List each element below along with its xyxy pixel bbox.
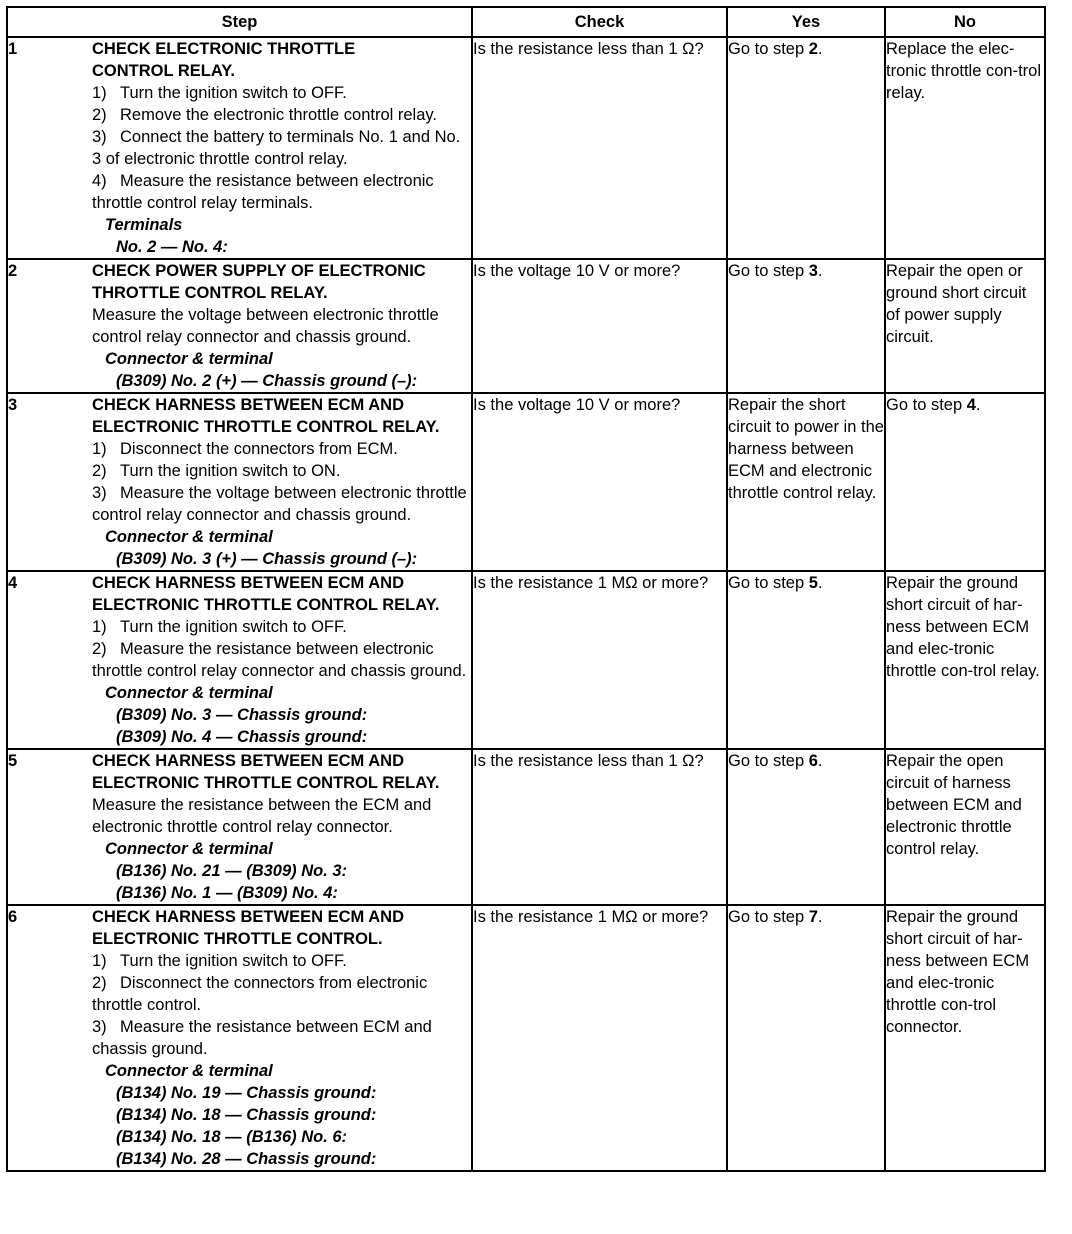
instruction-number: 1) xyxy=(92,440,107,458)
yes-prefix: Go to step xyxy=(728,262,809,280)
instruction-text: Turn the ignition switch to OFF. xyxy=(120,84,347,102)
instruction-text: Measure the resistance between ECM and chassis ground. xyxy=(92,1018,432,1058)
spec-heading: Connector & terminal xyxy=(105,350,273,368)
yes-text xyxy=(728,750,884,772)
spec-item: (B134) No. 28 — Chassis ground: xyxy=(116,1150,377,1168)
step-title: ELECTRONIC THROTTLE CONTROL. xyxy=(92,930,383,948)
yes-text xyxy=(728,38,884,60)
instruction-text: Measure the resistance between electronic throttle control relay terminals. xyxy=(92,172,434,212)
step-body: Measure the resistance between the ECM and electronic throttle control relay connector. xyxy=(92,796,432,836)
instruction-number: 1) xyxy=(92,618,107,636)
table-row xyxy=(7,571,1045,749)
step-number: 5 xyxy=(7,749,92,905)
yes-cell xyxy=(727,37,885,259)
table-row xyxy=(7,393,1045,571)
yes-text: Repair the short circuit to power in the harness between ECM and electronic throttle control relay. xyxy=(728,396,884,502)
step-title: ELECTRONIC THROTTLE CONTROL RELAY. xyxy=(92,418,440,436)
yes-cell xyxy=(727,393,885,571)
yes-step-ref: 6 xyxy=(808,752,818,770)
step-cell xyxy=(92,905,472,1171)
header-step: Step xyxy=(7,7,472,37)
instruction-text: Remove the electronic throttle control relay. xyxy=(120,106,438,124)
no-cell xyxy=(885,37,1045,259)
instruction xyxy=(92,482,471,526)
step-title: CHECK HARNESS BETWEEN ECM AND xyxy=(92,752,404,770)
step-number: 6 xyxy=(7,905,92,1171)
instruction-text: Turn the ignition switch to OFF. xyxy=(120,952,347,970)
yes-step-ref: 2 xyxy=(808,40,818,58)
instruction xyxy=(92,638,471,682)
instruction-number: 2) xyxy=(92,974,107,992)
no-cell xyxy=(885,259,1045,393)
no-text: Replace the elec-tronic throttle con-trol relay. xyxy=(886,40,1041,102)
diagnostic-table xyxy=(6,6,1046,1172)
step-number: 3 xyxy=(7,393,92,571)
yes-prefix: Go to step xyxy=(728,574,809,592)
check-cell: Is the resistance 1 MΩ or more? xyxy=(472,571,727,749)
spec-item: (B309) No. 4 — Chassis ground: xyxy=(116,728,368,746)
no-prefix: Go to step xyxy=(886,396,967,414)
check-cell: Is the resistance 1 MΩ or more? xyxy=(472,905,727,1171)
instruction xyxy=(92,126,471,170)
instruction xyxy=(92,170,471,214)
spec-item: (B134) No. 19 — Chassis ground: xyxy=(116,1084,377,1102)
step-title: ELECTRONIC THROTTLE CONTROL RELAY. xyxy=(92,774,440,792)
spec-item: (B309) No. 3 (+) — Chassis ground (–): xyxy=(116,550,418,568)
table-row xyxy=(7,749,1045,905)
yes-prefix: Go to step xyxy=(728,908,809,926)
instruction xyxy=(92,1016,471,1060)
table-row xyxy=(7,905,1045,1171)
no-cell xyxy=(885,571,1045,749)
step-title: CHECK POWER SUPPLY OF ELECTRONIC xyxy=(92,262,426,280)
instruction xyxy=(92,438,471,460)
spec-item: (B136) No. 21 — (B309) No. 3: xyxy=(116,862,348,880)
step-cell xyxy=(92,37,472,259)
no-text xyxy=(886,394,1044,416)
yes-cell xyxy=(727,571,885,749)
yes-cell xyxy=(727,749,885,905)
spec-item: (B134) No. 18 — (B136) No. 6: xyxy=(116,1128,348,1146)
instruction xyxy=(92,82,471,104)
check-cell: Is the resistance less than 1 Ω? xyxy=(472,37,727,259)
yes-step-ref: 3 xyxy=(808,262,818,280)
instruction-number: 1) xyxy=(92,952,107,970)
yes-text xyxy=(728,572,884,594)
yes-step-ref: 5 xyxy=(808,574,818,592)
step-cell xyxy=(92,749,472,905)
instruction xyxy=(92,616,471,638)
step-title: CONTROL RELAY. xyxy=(92,62,236,80)
no-suffix: . xyxy=(975,396,981,414)
spec-heading: Connector & terminal xyxy=(105,528,273,546)
yes-text xyxy=(728,906,884,928)
check-cell: Is the voltage 10 V or more? xyxy=(472,259,727,393)
spec-heading: Terminals xyxy=(105,216,183,234)
step-title: CHECK HARNESS BETWEEN ECM AND xyxy=(92,908,404,926)
instruction-text: Measure the resistance between electronic throttle control relay connector and chassis ground. xyxy=(92,640,467,680)
no-cell xyxy=(885,749,1045,905)
step-title: CHECK ELECTRONIC THROTTLE xyxy=(92,40,356,58)
step-title: CHECK HARNESS BETWEEN ECM AND xyxy=(92,574,404,592)
header-row xyxy=(7,7,1045,37)
header-no: No xyxy=(885,7,1045,37)
yes-suffix: . xyxy=(817,40,823,58)
spec-item: (B309) No. 3 — Chassis ground: xyxy=(116,706,368,724)
instruction xyxy=(92,104,471,126)
instruction xyxy=(92,460,471,482)
step-title: ELECTRONIC THROTTLE CONTROL RELAY. xyxy=(92,596,440,614)
step-number: 4 xyxy=(7,571,92,749)
step-cell xyxy=(92,259,472,393)
instruction xyxy=(92,950,471,972)
spec-item: (B134) No. 18 — Chassis ground: xyxy=(116,1106,377,1124)
instruction-text: Measure the voltage between electronic throttle control relay connector and chassis ground. xyxy=(92,484,467,524)
no-text: Repair the open or ground short circuit of power supply circuit. xyxy=(886,262,1027,346)
instruction-number: 4) xyxy=(92,172,107,190)
table-body xyxy=(7,37,1045,1171)
instruction-number: 2) xyxy=(92,640,107,658)
instruction-text: Disconnect the connectors from ECM. xyxy=(120,440,398,458)
yes-prefix: Go to step xyxy=(728,752,809,770)
spec-item: (B136) No. 1 — (B309) No. 4: xyxy=(116,884,338,902)
no-cell xyxy=(885,905,1045,1171)
no-text: Repair the ground short circuit of har-ness between ECM and elec-tronic throttle con-trol connector. xyxy=(886,908,1030,1036)
table-row xyxy=(7,259,1045,393)
step-cell xyxy=(92,571,472,749)
no-text: Repair the ground short circuit of har-ness between ECM and elec-tronic throttle con-trol relay. xyxy=(886,574,1040,680)
instruction-text: Connect the battery to terminals No. 1 and No. 3 of electronic throttle control relay. xyxy=(92,128,461,168)
header-check: Check xyxy=(472,7,727,37)
step-body: Measure the voltage between electronic throttle control relay connector and chassis ground. xyxy=(92,306,439,346)
yes-prefix: Go to step xyxy=(728,40,809,58)
instruction-text: Disconnect the connectors from electronic throttle control. xyxy=(92,974,428,1014)
yes-suffix: . xyxy=(817,574,823,592)
instruction-number: 3) xyxy=(92,484,107,502)
instruction-number: 3) xyxy=(92,1018,107,1036)
instruction-number: 2) xyxy=(92,462,107,480)
yes-cell xyxy=(727,905,885,1171)
header-yes: Yes xyxy=(727,7,885,37)
no-step-ref: 4 xyxy=(966,396,976,414)
instruction-text: Turn the ignition switch to OFF. xyxy=(120,618,347,636)
no-cell xyxy=(885,393,1045,571)
spec-heading: Connector & terminal xyxy=(105,684,273,702)
spec-item: No. 2 — No. 4: xyxy=(116,238,228,256)
yes-suffix: . xyxy=(817,752,823,770)
step-title: CHECK HARNESS BETWEEN ECM AND xyxy=(92,396,404,414)
no-text: Repair the open circuit of harness between ECM and electronic throttle control relay. xyxy=(886,752,1022,858)
instruction-number: 3) xyxy=(92,128,107,146)
instruction-number: 1) xyxy=(92,84,107,102)
instruction-number: 2) xyxy=(92,106,107,124)
step-number: 2 xyxy=(7,259,92,393)
table-row xyxy=(7,37,1045,259)
spec-heading: Connector & terminal xyxy=(105,840,273,858)
check-cell: Is the resistance less than 1 Ω? xyxy=(472,749,727,905)
yes-text xyxy=(728,260,884,282)
step-number: 1 xyxy=(7,37,92,259)
instruction-text: Turn the ignition switch to ON. xyxy=(120,462,341,480)
check-cell: Is the voltage 10 V or more? xyxy=(472,393,727,571)
spec-heading: Connector & terminal xyxy=(105,1062,273,1080)
spec-item: (B309) No. 2 (+) — Chassis ground (–): xyxy=(116,372,418,390)
step-cell xyxy=(92,393,472,571)
yes-step-ref: 7 xyxy=(808,908,818,926)
yes-cell xyxy=(727,259,885,393)
step-title: THROTTLE CONTROL RELAY. xyxy=(92,284,328,302)
instruction xyxy=(92,972,471,1016)
yes-suffix: . xyxy=(817,908,823,926)
yes-suffix: . xyxy=(817,262,823,280)
